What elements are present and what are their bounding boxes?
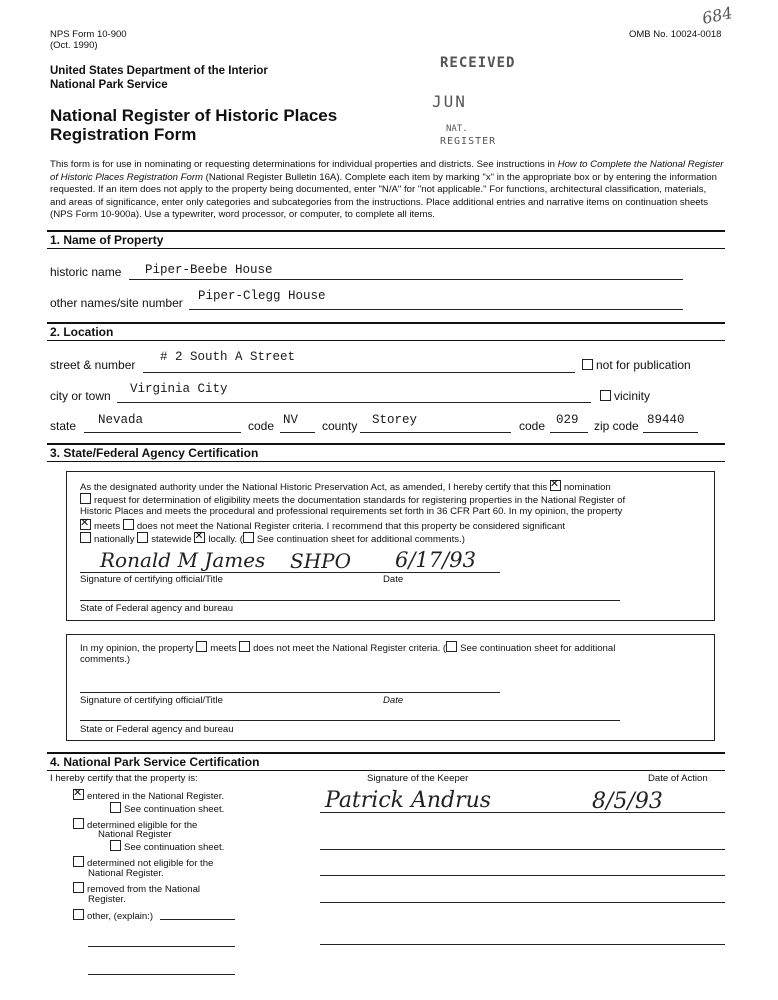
keeper-line-5 <box>320 944 725 945</box>
omb-number: OMB No. 10024-0018 <box>629 29 722 40</box>
state-sign-date: 6/17/93 <box>395 548 476 572</box>
other-option[interactable] <box>73 909 153 922</box>
state-label: state <box>50 419 77 433</box>
removed-label-1: removed from the National <box>87 884 201 895</box>
opinion-meets-checkbox[interactable] <box>196 641 207 652</box>
action-date: 8/5/93 <box>592 789 663 814</box>
other-names-label: other names/site number <box>50 296 183 310</box>
not-eligible-checkbox[interactable] <box>73 856 84 867</box>
see-cont-checkbox[interactable] <box>243 532 254 543</box>
entered-see-cont[interactable] <box>110 802 224 815</box>
state-agency-label: State of Federal agency and bureau <box>80 603 234 614</box>
section1-rule <box>47 230 725 232</box>
nomination-label: nomination <box>563 482 611 493</box>
opinion-agency-label: State or Federal agency and bureau <box>80 724 234 735</box>
cert-p1: As the designated authority under the National Historic Preservation Act, as amended, I hereby certify that this <box>80 482 548 493</box>
nomination-checkbox[interactable] <box>550 480 561 491</box>
received-stamp: RECEIVED <box>440 55 516 71</box>
opinion-agency-line <box>80 720 620 721</box>
does-not-meet-label: does not meet the National Register criteria. I recommend that this property be considered significant <box>136 521 566 532</box>
not-eligible-label-2: National Register. <box>88 868 164 879</box>
keeper-line-4 <box>320 902 725 903</box>
state-value[interactable]: Nevada <box>98 413 144 427</box>
state-sig-label: Signature of certifying official/Title <box>80 574 223 585</box>
opinion-c: See continuation sheet for additional <box>460 643 616 654</box>
corner-note: 684 <box>700 3 735 28</box>
cert-line5 <box>80 532 465 545</box>
section3-title: 3. State/Federal Agency Certification <box>50 446 259 460</box>
section4-rule <box>47 752 725 754</box>
county-value[interactable]: Storey <box>372 413 418 427</box>
opinion-b: does not meet the National Register criteria. ( <box>253 643 447 654</box>
section2-rule <box>47 322 725 324</box>
entered-label: entered in the National Register. <box>87 791 225 802</box>
not-for-publication-checkbox[interactable] <box>582 359 593 370</box>
opinion-line1 <box>80 641 615 654</box>
historic-name-line <box>129 279 683 280</box>
state-official-signature: Ronald M James <box>100 548 266 572</box>
vicinity-checkbox[interactable] <box>600 390 611 401</box>
stamp-line3: NAT. <box>446 124 468 134</box>
state-sig-line <box>80 572 500 573</box>
eligible-label-1: determined eligible for the <box>87 820 198 831</box>
dept-line1: United States Department of the Interior <box>50 65 268 77</box>
request-checkbox[interactable] <box>80 493 91 504</box>
county-line <box>360 432 511 433</box>
nps-certify-intro: I hereby certify that the property is: <box>50 773 198 784</box>
county-label: county <box>322 419 358 433</box>
keeper-line-2 <box>320 849 725 850</box>
state-code-line <box>280 432 315 433</box>
intro-text-italic: How to Complete the National Register of Historic Places Registration Form <box>50 159 724 183</box>
intro-text-a: This form is for use in nominating or requesting determinations for individual properties and districts. See instructions in <box>50 159 558 170</box>
section2-underline <box>47 340 725 341</box>
vicinity-label: vicinity <box>614 389 651 403</box>
other-checkbox[interactable] <box>73 909 84 920</box>
entered-option[interactable] <box>73 789 224 802</box>
nationally-label: nationally <box>94 534 135 545</box>
removed-checkbox[interactable] <box>73 882 84 893</box>
city-value[interactable]: Virginia City <box>130 382 228 396</box>
entered-see-cont-label: See continuation sheet. <box>124 804 225 815</box>
other-explain-line <box>160 919 235 920</box>
county-code-line <box>550 432 588 433</box>
opinion-sig-label: Signature of certifying official/Title <box>80 695 223 706</box>
state-code-value[interactable]: NV <box>283 413 299 427</box>
not-eligible-label-1: determined not eligible for the <box>87 858 214 869</box>
county-code-label: code <box>519 419 546 433</box>
meets-checkbox[interactable] <box>80 519 91 530</box>
other-names-line <box>189 309 683 310</box>
cert-p2: Historic Places and meets the procedural and professional requirements set forth in 36 CFR Part 60. In my opinion, the property <box>80 506 623 517</box>
state-agency-line <box>80 600 620 601</box>
see-cont-label: See continuation sheet for additional comments.) <box>256 534 465 545</box>
entered-checkbox[interactable] <box>73 789 84 800</box>
statewide-label: statewide <box>151 534 192 545</box>
section4-title: 4. National Park Service Certification <box>50 755 260 769</box>
eligible-see-cont-label: See continuation sheet. <box>124 842 225 853</box>
explain-line-3 <box>88 974 235 975</box>
stamp-date: JUN <box>432 92 467 111</box>
city-label: city or town <box>50 389 111 403</box>
eligible-label-2: National Register <box>98 829 172 840</box>
opinion-sig-line <box>80 692 500 693</box>
section1-underline <box>47 248 725 249</box>
street-label: street & number <box>50 358 136 372</box>
cert-line2 <box>80 493 625 506</box>
keeper-label: Signature of the Keeper <box>367 773 469 784</box>
eligible-checkbox[interactable] <box>73 818 84 829</box>
entered-see-cont-checkbox[interactable] <box>110 802 121 813</box>
keeper-line-1 <box>320 812 725 813</box>
explain-line-2 <box>88 946 235 947</box>
not-for-publication-option[interactable] <box>582 358 691 372</box>
statewide-checkbox[interactable] <box>137 532 148 543</box>
section3-rule <box>47 443 725 445</box>
state-line <box>84 432 241 433</box>
opinion-does-not-meet-checkbox[interactable] <box>239 641 250 652</box>
stamp-register: REGISTER <box>440 136 497 147</box>
opinion-date-label: Date <box>383 695 404 706</box>
state-code-label: code <box>248 419 275 433</box>
form-title-line2: Registration Form <box>50 125 197 144</box>
opinion-a: In my opinion, the property <box>80 643 194 654</box>
eligible-see-cont[interactable] <box>110 840 224 853</box>
historic-name-value[interactable]: Piper-Beebe House <box>145 263 273 277</box>
other-names-value[interactable]: Piper-Clegg House <box>198 289 326 303</box>
section3-underline <box>47 461 725 462</box>
cert-line1 <box>80 480 611 493</box>
section4-underline <box>47 770 725 771</box>
form-number: NPS Form 10-900 <box>50 29 127 40</box>
request-text: request for determination of eligibility meets the documentation standards for registering properties in the National Register of <box>94 495 626 506</box>
intro-paragraph <box>50 159 724 222</box>
section2-title: 2. Location <box>50 325 114 339</box>
historic-name-label: historic name <box>50 265 122 279</box>
eligible-see-cont-checkbox[interactable] <box>110 840 121 851</box>
opinion-d: comments.) <box>80 654 131 665</box>
county-code-value[interactable]: 029 <box>556 413 579 427</box>
shpo-title: SHPO <box>290 549 351 573</box>
city-line <box>117 402 591 403</box>
removed-label-2: Register. <box>88 894 126 905</box>
keeper-line-3 <box>320 875 725 876</box>
form-date: (Oct. 1990) <box>50 40 98 51</box>
date-of-action-label: Date of Action <box>648 773 708 784</box>
not-for-publication-label: not for publication <box>596 358 691 372</box>
other-label: other, (explain:) <box>87 911 154 922</box>
dept-line2: National Park Service <box>50 79 168 91</box>
street-value[interactable]: # 2 South A Street <box>160 350 296 364</box>
state-date-label: Date <box>383 574 404 585</box>
intro-text-b: (National Register Bulletin 16A). Complete each item by marking "x" in the appropriate box or by entering the information requested. If an item does not apply to the property being documented, enter "N/A" for "not applicable." For functions, architectural classification, materials, and areas of significance, enter only categories and subcategories from the instructions. Place additional entries and narrative items on continuation sheets (NPS Form 10-900a). Use a typewriter, word processor, or computer, to complete all items. <box>50 171 717 220</box>
opinion-see-cont-checkbox[interactable] <box>446 641 457 652</box>
locally-checkbox[interactable] <box>194 532 205 543</box>
locally-label: locally. ( <box>208 534 243 545</box>
opinion-meets-label: meets <box>210 643 237 654</box>
zip-value[interactable]: 89440 <box>647 413 685 427</box>
cert-line4 <box>80 519 565 532</box>
section1-title: 1. Name of Property <box>50 233 164 247</box>
zip-line <box>643 432 698 433</box>
nationally-checkbox[interactable] <box>80 532 91 543</box>
meets-label: meets <box>94 521 121 532</box>
zip-label: zip code <box>594 419 639 433</box>
street-line <box>143 372 575 373</box>
does-not-meet-checkbox[interactable] <box>123 519 134 530</box>
vicinity-option[interactable] <box>600 389 650 403</box>
form-title-line1: National Register of Historic Places <box>50 106 338 125</box>
keeper-signature: Patrick Andrus <box>325 788 492 813</box>
